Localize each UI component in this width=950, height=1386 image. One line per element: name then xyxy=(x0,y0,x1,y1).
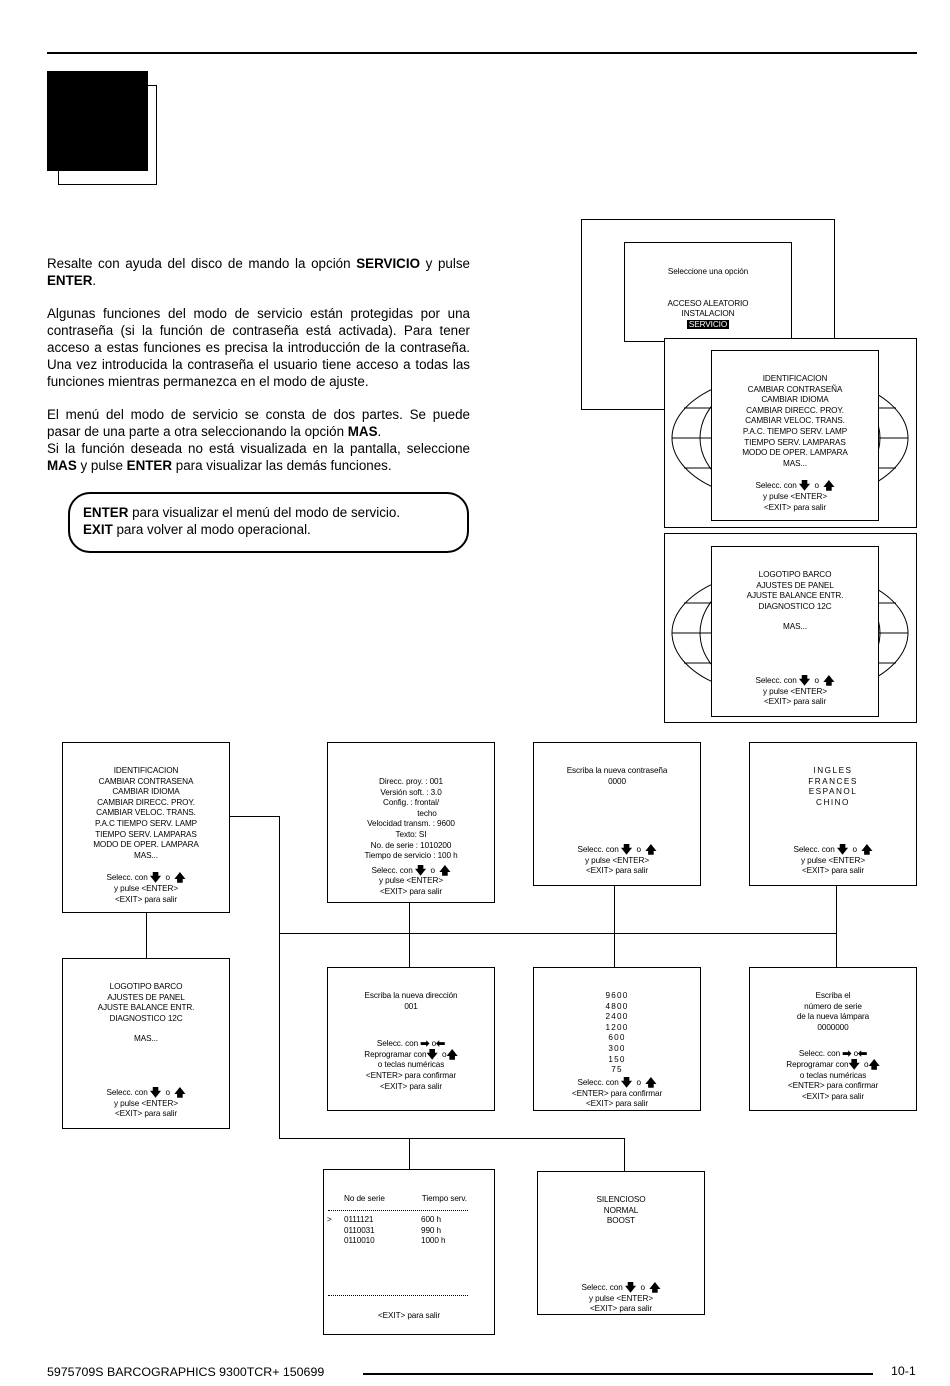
ident-line: Tiempo de servicio : 100 h xyxy=(364,851,458,861)
select-hint: Selecc. con 🡇 o 🡅 xyxy=(755,674,835,687)
numeric-keys-hint: o teclas numéricas xyxy=(377,1060,445,1070)
note-box xyxy=(68,492,469,553)
flow-menu-1-text xyxy=(62,766,230,905)
confirm-hint: <ENTER> para confirmar xyxy=(571,1088,663,1098)
connector-line xyxy=(279,933,836,934)
reprogram-hint: Reprogramar con🡇 o🡅 xyxy=(786,1058,880,1071)
service-menu-item[interactable]: AJUSTE BALANCE ENTR. xyxy=(746,591,844,601)
password-value[interactable]: 0000 xyxy=(608,776,626,786)
service-menu-item[interactable]: LOGOTIPO BARCO xyxy=(109,982,183,991)
exit-hint: <EXIT> para salir xyxy=(763,502,826,512)
lamp-time-header xyxy=(344,1194,467,1205)
language-option[interactable]: INGLES xyxy=(813,766,853,775)
arrow-down-icon: 🡇 xyxy=(848,1058,860,1071)
ident-line: Versión soft. : 3.0 xyxy=(380,787,442,797)
service-menu-item[interactable]: DIAGNOSTICO 12C xyxy=(109,1013,183,1023)
connector-line xyxy=(836,886,837,967)
note-line-2: EXIT para volver al modo operacional. xyxy=(83,522,311,537)
main-menu-item[interactable]: ACCESO ALEATORIO xyxy=(667,298,749,308)
service-menu-item[interactable]: P.A.C. TIEMPO SERV. LAMP xyxy=(742,426,848,436)
language-hints xyxy=(749,845,917,877)
password-text xyxy=(533,766,701,877)
intro-paragraph-1: Resalte con ayuda del disco de mando la opción SERVICIO y pulse ENTER. xyxy=(47,256,471,288)
main-menu-title: Seleccione una opción xyxy=(667,267,749,276)
exit-hint: <EXIT> para salir xyxy=(379,886,442,896)
connector-line xyxy=(614,886,615,967)
service-menu-item[interactable]: CAMBIAR CONTRASENA xyxy=(98,776,194,786)
service-menu-item[interactable]: AJUSTES DE PANEL xyxy=(107,992,185,1002)
service-menu-item[interactable]: LOGOTIPO BARCO xyxy=(758,570,832,579)
enter-hint: y pulse <ENTER> xyxy=(378,876,444,886)
service-menu-item[interactable]: IDENTIFICACION xyxy=(762,374,828,383)
intro-paragraph-2: Algunas funciones del modo de servicio están protegidas por una contraseña (si la función de contraseña está activada). Para tener acceso a estas funciones es precisa la introducción de la contraseña. Una vez introducida la contraseña el usuario tiene acceso a todas las funciones mientras permanezca en el modo de ajuste. xyxy=(47,306,470,389)
select-hint: Selecc. con 🡇 o 🡅 xyxy=(371,864,451,877)
dotted-divider xyxy=(328,1210,468,1211)
arrow-up-icon: 🡅 xyxy=(649,1282,661,1294)
arrow-right-icon: ➡ xyxy=(420,1038,430,1051)
confirm-hint: <ENTER> para confirmar xyxy=(787,1081,879,1091)
arrow-down-icon: 🡇 xyxy=(149,1086,162,1099)
arrow-down-icon: 🡇 xyxy=(798,480,811,493)
lamp-time-cursor: > xyxy=(327,1215,332,1224)
language-option[interactable]: CHINO xyxy=(816,797,850,807)
main-menu-text xyxy=(624,267,792,330)
column-header-time: Tiempo serv. xyxy=(421,1194,467,1203)
select-hint: Selecc. con 🡇 o 🡅 xyxy=(106,1086,186,1099)
enter-hint: y pulse <ENTER> xyxy=(113,1098,179,1108)
language-option[interactable]: FRANCES xyxy=(808,776,858,786)
connector-line xyxy=(409,1138,410,1169)
ident-line: Texto: SI xyxy=(395,829,427,839)
exit-hint: <EXIT> para salir xyxy=(114,894,177,904)
ident-line: techo xyxy=(417,808,437,818)
ident-line: Config. : frontal/ xyxy=(383,798,439,808)
service-menu-item[interactable]: MODO DE OPER. LAMPARA xyxy=(742,448,848,458)
select-hint: Selecc. con 🡇 o 🡅 xyxy=(106,872,186,885)
lamp-serial-line: de la nueva lámpara xyxy=(796,1012,870,1022)
dotted-divider xyxy=(328,1295,468,1296)
address-value[interactable]: 001 xyxy=(404,1001,418,1011)
enter-hint: y pulse <ENTER> xyxy=(762,491,828,501)
lamp-mode-option[interactable]: BOOST xyxy=(606,1216,636,1226)
lamp-serial-line: número de serie xyxy=(804,1001,862,1011)
service-menu-item[interactable]: TIEMPO SERV. LAMPARAS xyxy=(95,829,197,839)
ident-line: Direcc. proy. : 001 xyxy=(379,777,443,786)
footer-rule xyxy=(363,1373,873,1375)
baud-hints xyxy=(533,1078,701,1110)
ident-line: Velocidad transm. : 9600 xyxy=(367,819,455,829)
exit-hint: <EXIT> para salir xyxy=(585,866,648,876)
lamp-time-rows xyxy=(344,1215,445,1247)
baud-option[interactable]: 1200 xyxy=(605,1022,629,1032)
connector-line xyxy=(624,1138,625,1171)
arrow-up-icon: 🡅 xyxy=(823,480,835,493)
reprogram-hint: Reprogramar con🡇 o🡅 xyxy=(364,1048,458,1061)
language-option[interactable]: ESPANOL xyxy=(808,787,858,797)
confirm-hint: <ENTER> para confirmar xyxy=(365,1070,457,1080)
baud-option[interactable]: 9600 xyxy=(605,991,629,1000)
service-menu-item-more[interactable]: MAS... xyxy=(783,458,807,468)
note-line-1: ENTER para visualizar el menú del modo de servicio. xyxy=(83,505,401,520)
baud-option[interactable]: 600 xyxy=(608,1033,626,1043)
service-menu-item[interactable]: AJUSTE BALANCE ENTR. xyxy=(97,1003,195,1013)
service-menu-item[interactable]: MODO DE OPER. LAMPARA xyxy=(93,840,199,850)
lamp-mode-option[interactable]: NORMAL xyxy=(603,1205,639,1215)
arrow-down-icon: 🡇 xyxy=(149,872,162,885)
baud-option[interactable]: 150 xyxy=(608,1054,626,1064)
intro-text xyxy=(47,255,470,474)
arrow-up-icon: 🡅 xyxy=(645,1077,657,1089)
exit-hint: <EXIT> para salir xyxy=(585,1099,648,1109)
arrow-up-icon: 🡅 xyxy=(645,844,657,857)
service-menu-item-more[interactable]: MAS... xyxy=(783,622,807,632)
baud-option[interactable]: 4800 xyxy=(605,1001,629,1011)
address-title: Escriba la nueva dirección xyxy=(364,991,458,1000)
lamp-serial-text xyxy=(749,991,917,1102)
arrow-down-icon: 🡇 xyxy=(414,864,427,877)
arrow-up-icon: 🡅 xyxy=(174,872,186,885)
arrow-down-icon: 🡇 xyxy=(836,844,849,856)
chapter-tab xyxy=(47,71,148,171)
arrow-down-icon: 🡇 xyxy=(798,674,811,687)
arrow-up-icon: 🡅 xyxy=(861,844,873,856)
service-menu-item[interactable]: AJUSTES DE PANEL xyxy=(756,580,834,590)
table-row[interactable]: 0110010 1000 h xyxy=(344,1236,446,1246)
connector-line xyxy=(409,903,410,967)
service-menu-item[interactable]: CAMBIAR IDIOMA xyxy=(761,395,829,405)
footer-left: 5975709S BARCOGRAPHICS 9300TCR+ 150699 xyxy=(47,1365,325,1379)
service-menu-item-more[interactable]: MAS... xyxy=(134,850,158,860)
select-hint: Selecc. con 🡇 o 🡅 xyxy=(581,1282,661,1294)
column-header-serial: No de serie xyxy=(344,1194,385,1203)
exit-hint: <EXIT> para salir xyxy=(763,697,826,707)
enter-hint: y pulse <ENTER> xyxy=(584,855,650,865)
select-hint: Selecc. con 🡇 o 🡅 xyxy=(577,844,657,857)
lamp-mode-option[interactable]: SILENCIOSO xyxy=(596,1195,646,1204)
connector-line xyxy=(230,816,279,817)
baud-option[interactable]: 300 xyxy=(608,1043,626,1053)
page-number: 10-1 xyxy=(891,1364,916,1378)
header-rule xyxy=(47,52,917,54)
flow-menu-2-text xyxy=(62,982,230,1120)
exit-hint: <EXIT> para salir xyxy=(379,1081,442,1091)
service-menu-item-more[interactable]: MAS... xyxy=(134,1034,158,1044)
arrow-up-icon: 🡅 xyxy=(868,1058,880,1071)
address-text xyxy=(327,991,495,1092)
service-menu-item[interactable]: P.A.C TIEMPO SERV. LAMP xyxy=(94,818,198,828)
exit-hint: <EXIT> para salir xyxy=(801,1091,864,1101)
service-menu-2-text xyxy=(711,570,879,708)
connector-line xyxy=(279,816,280,1138)
baud-option[interactable]: 75 xyxy=(611,1065,623,1075)
main-menu-item-selected[interactable]: SERVICIO xyxy=(688,319,728,329)
lamp-mode-text xyxy=(537,1195,705,1227)
service-menu-item[interactable]: TIEMPO SERV. LAMPARAS xyxy=(744,437,846,447)
service-menu-item[interactable]: CAMBIAR IDIOMA xyxy=(112,787,180,797)
numeric-keys-hint: o teclas numéricas xyxy=(799,1070,867,1080)
exit-hint: <EXIT> para salir xyxy=(801,866,864,876)
enter-hint: y pulse <ENTER> xyxy=(762,686,828,696)
service-menu-item[interactable]: CAMBIAR CONTRASEÑA xyxy=(747,384,843,394)
exit-hint: <EXIT> para salir xyxy=(114,1109,177,1119)
arrow-up-icon: 🡅 xyxy=(446,1048,458,1061)
select-hint: Selecc. con 🡇 o 🡅 xyxy=(577,1077,657,1089)
service-menu-item[interactable]: CAMBIAR DIRECC. PROY. xyxy=(97,797,195,807)
arrow-down-icon: 🡇 xyxy=(620,844,633,857)
language-text xyxy=(749,766,917,808)
enter-hint: y pulse <ENTER> xyxy=(588,1293,654,1303)
arrow-left-icon: ⬅ xyxy=(858,1048,868,1061)
arrow-up-icon: 🡅 xyxy=(823,674,835,687)
service-menu-item[interactable]: IDENTIFICACION xyxy=(113,766,179,775)
service-menu-1-text xyxy=(711,374,879,513)
lamp-serial-line: Escriba el xyxy=(815,991,851,1000)
table-row[interactable]: 0110031 990 h xyxy=(344,1225,441,1235)
arrow-down-icon: 🡇 xyxy=(426,1048,438,1061)
table-row[interactable]: 0111121 600 h xyxy=(344,1215,441,1224)
lamp-mode-hints xyxy=(537,1283,705,1315)
exit-hint: <EXIT> para salir xyxy=(377,1311,440,1320)
select-hint: Selecc. con 🡇 o 🡅 xyxy=(793,844,873,856)
connector-line xyxy=(146,913,147,958)
service-menu-item[interactable]: DIAGNOSTICO 12C xyxy=(758,601,832,611)
arrow-up-icon: 🡅 xyxy=(174,1086,186,1099)
ident-text xyxy=(327,777,495,898)
lamp-serial-value[interactable]: 0000000 xyxy=(817,1022,849,1032)
connector-line xyxy=(279,1138,624,1139)
select-hint: Selecc. con ➡ o⬅ xyxy=(376,1038,446,1051)
main-menu-item[interactable]: INSTALACION xyxy=(681,309,735,319)
intro-paragraph-3: El menú del modo de servicio se consta de dos partes. Se puede pasar de una parte a otra seleccionando la opción MAS. Si la función deseada no está visualizada en la pantalla, seleccione MAS y pulse ENTER para visualizar las demás funciones. xyxy=(47,407,470,473)
select-hint: Selecc. con 🡇 o 🡅 xyxy=(755,480,835,493)
service-menu-item[interactable]: CAMBIAR VELOC. TRANS. xyxy=(745,416,845,426)
password-title: Escriba la nueva contraseña xyxy=(566,766,668,775)
arrow-down-icon: 🡇 xyxy=(624,1282,637,1294)
exit-hint: <EXIT> para salir xyxy=(589,1304,652,1314)
enter-hint: y pulse <ENTER> xyxy=(113,883,179,893)
arrow-up-icon: 🡅 xyxy=(439,864,451,877)
arrow-right-icon: ➡ xyxy=(842,1048,852,1061)
enter-hint: y pulse <ENTER> xyxy=(800,855,866,865)
lamp-time-exit xyxy=(323,1311,495,1322)
service-menu-item[interactable]: CAMBIAR DIRECC. PROY. xyxy=(746,405,844,415)
select-hint: Selecc. con ➡ o⬅ xyxy=(798,1048,868,1061)
service-menu-item[interactable]: CAMBIAR VELOC. TRANS. xyxy=(96,808,196,818)
ident-line: No. de serie : 1010200 xyxy=(370,840,452,850)
baud-text xyxy=(533,991,701,1076)
arrow-down-icon: 🡇 xyxy=(620,1077,633,1089)
baud-option[interactable]: 2400 xyxy=(605,1012,629,1022)
arrow-left-icon: ⬅ xyxy=(436,1038,446,1051)
